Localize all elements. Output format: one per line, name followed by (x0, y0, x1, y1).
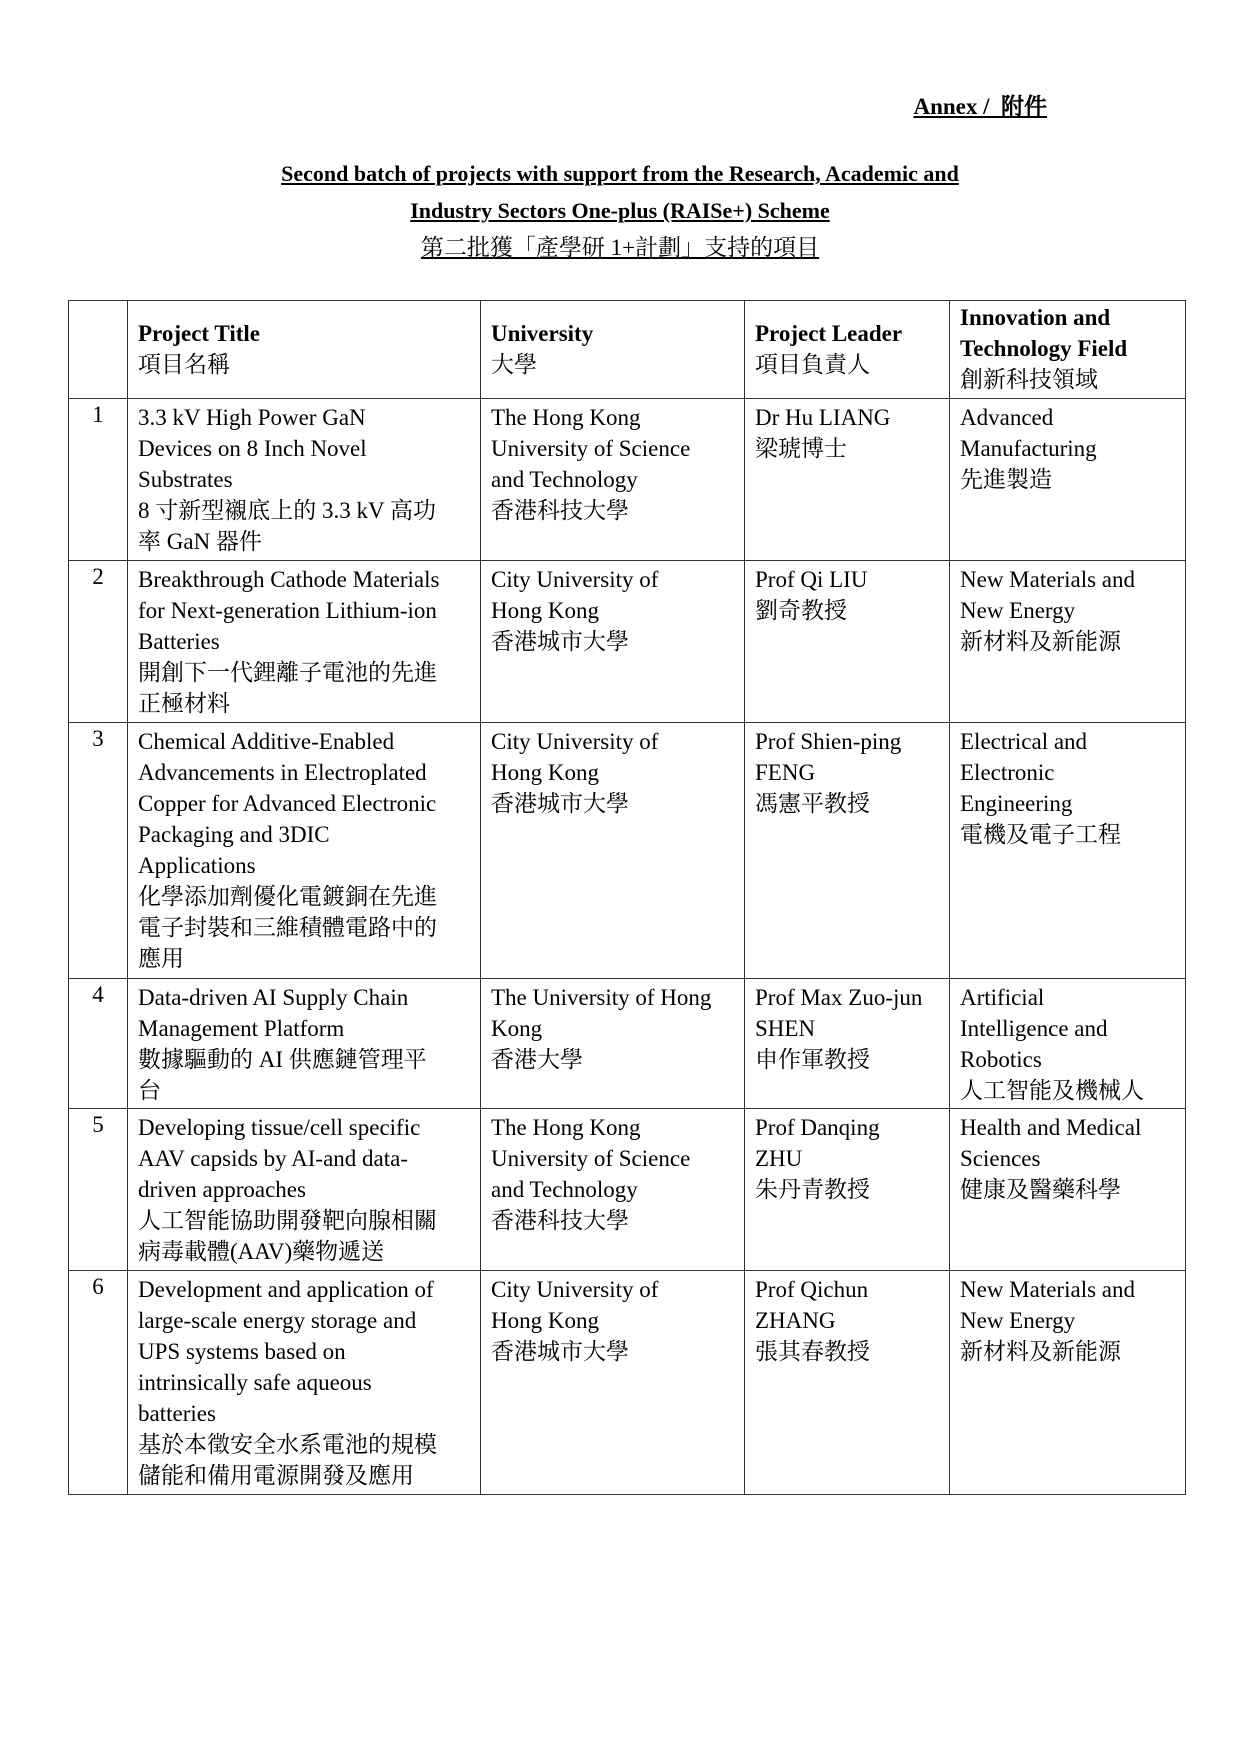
table-header-row (69, 301, 1186, 399)
cell-university (481, 1109, 745, 1271)
cell-university-line: Hong Kong (491, 760, 599, 785)
cell-project-title-line: 應用 (138, 946, 184, 971)
cell-innovation-field-line: New Materials and (960, 567, 1135, 592)
header-university: University 大學 (481, 301, 745, 399)
cell-project-leader (745, 1109, 950, 1271)
cell-project-title (128, 1109, 481, 1271)
cell-project-title (128, 1271, 481, 1495)
cell-project-title-line: Development and application of (138, 1277, 434, 1302)
cell-project-title-line: driven approaches (138, 1177, 306, 1202)
cell-project-title-line: Advancements in Electroplated (138, 760, 427, 785)
cell-innovation-field (950, 1271, 1186, 1495)
cell-project-leader (745, 561, 950, 723)
cell-university-line: Kong (491, 1016, 543, 1041)
cell-project-leader-line: Prof Max Zuo-jun (755, 985, 923, 1010)
cell-innovation-field-line: New Materials and (960, 1277, 1135, 1302)
cell-project-title-line: Applications (138, 853, 256, 878)
table-row (69, 399, 1186, 561)
cell-project-leader-line: Dr Hu LIANG (755, 405, 891, 430)
cell-project-title (128, 399, 481, 561)
row-number: 6 (69, 1271, 128, 1495)
cell-project-leader-line: SHEN (755, 1016, 816, 1041)
cell-university-line: City University of (491, 1277, 659, 1302)
title-line-3-chinese: 第二批獲「產學研 1+計劃」支持的項目 (420, 235, 820, 260)
header-project-title: Project Title 項目名稱 (128, 301, 481, 399)
cell-innovation-field (950, 979, 1186, 1109)
cell-innovation-field-line: New Energy (960, 598, 1076, 623)
cell-project-leader (745, 723, 950, 979)
cell-project-title-line: 電子封裝和三維積體電路中的 (138, 915, 437, 940)
cell-innovation-field-line: 電機及電子工程 (960, 822, 1121, 847)
cell-project-leader-line: Prof Danqing (755, 1115, 880, 1140)
cell-project-title-line: Developing tissue/cell specific (138, 1115, 421, 1140)
cell-project-title-line: 3.3 kV High Power GaN (138, 405, 366, 430)
cell-project-leader-line: 申作軍教授 (755, 1047, 870, 1072)
cell-innovation-field-line: 人工智能及機械人 (960, 1078, 1144, 1103)
cell-innovation-field-line: Sciences (960, 1146, 1041, 1171)
cell-project-title-line: AAV capsids by AI-and data- (138, 1146, 408, 1171)
table-row (69, 1109, 1186, 1271)
cell-project-title-line: 人工智能協助開發靶向腺相關 (138, 1208, 437, 1233)
header-project-leader: Project Leader 項目負責人 (745, 301, 950, 399)
cell-university-line: 香港城市大學 (491, 629, 629, 654)
cell-project-title-line: 病毒載體(AAV)藥物遞送 (138, 1239, 385, 1264)
cell-project-title-line: large-scale energy storage and (138, 1308, 417, 1333)
cell-project-leader-line: ZHU (755, 1146, 803, 1171)
row-number: 2 (69, 561, 128, 723)
projects-table (68, 300, 1186, 1495)
cell-project-title-line: Copper for Advanced Electronic (138, 791, 437, 816)
table-row (69, 561, 1186, 723)
cell-university-line: Hong Kong (491, 1308, 599, 1333)
cell-innovation-field (950, 1109, 1186, 1271)
cell-project-title-line: 正極材料 (138, 691, 230, 716)
header-number (69, 301, 128, 399)
cell-project-title-line: UPS systems based on (138, 1339, 346, 1364)
cell-innovation-field-line: Health and Medical (960, 1115, 1142, 1140)
cell-project-title-line: Devices on 8 Inch Novel (138, 436, 367, 461)
cell-university-line: University of Science (491, 1146, 691, 1171)
cell-project-leader-line: Prof Qi LIU (755, 567, 868, 592)
cell-university (481, 979, 745, 1109)
cell-project-title-line: Packaging and 3DIC (138, 822, 330, 847)
cell-university-line: The Hong Kong (491, 1115, 641, 1140)
row-number: 5 (69, 1109, 128, 1271)
cell-innovation-field-line: Robotics (960, 1047, 1042, 1072)
cell-project-leader-line: 梁琥博士 (755, 436, 847, 461)
cell-project-title (128, 561, 481, 723)
cell-project-leader (745, 399, 950, 561)
cell-university-line: 香港城市大學 (491, 1339, 629, 1364)
cell-project-title-line: Chemical Additive-Enabled (138, 729, 395, 754)
cell-project-leader-line: Prof Shien-ping (755, 729, 902, 754)
cell-innovation-field-line: Artificial (960, 985, 1045, 1010)
cell-project-title-line: 8 寸新型襯底上的 3.3 kV 高功 (138, 498, 436, 523)
cell-project-title-line: 化學添加劑優化電鍍銅在先進 (138, 884, 437, 909)
cell-university-line: 香港科技大學 (491, 498, 629, 523)
table-row (69, 1271, 1186, 1495)
cell-university-line: City University of (491, 729, 659, 754)
cell-project-leader (745, 1271, 950, 1495)
cell-project-title-line: Breakthrough Cathode Materials (138, 567, 440, 592)
cell-project-leader-line: 張其春教授 (755, 1339, 870, 1364)
cell-project-title-line: batteries (138, 1401, 216, 1426)
cell-innovation-field (950, 561, 1186, 723)
title-line-2: Industry Sectors One-plus (RAISe+) Scheme (410, 198, 830, 223)
cell-university (481, 561, 745, 723)
cell-project-leader-line: FENG (755, 760, 816, 785)
cell-project-title-line: intrinsically safe aqueous (138, 1370, 372, 1395)
document-title (120, 155, 1120, 266)
cell-project-leader (745, 979, 950, 1109)
cell-university-line: and Technology (491, 467, 638, 492)
row-number: 4 (69, 979, 128, 1109)
table-row (69, 979, 1186, 1109)
cell-innovation-field-line: Electrical and (960, 729, 1088, 754)
cell-project-title-line: Management Platform (138, 1016, 345, 1041)
cell-university-line: 香港大學 (491, 1047, 583, 1072)
cell-university (481, 399, 745, 561)
cell-project-title-line: 開創下一代鋰離子電池的先進 (138, 660, 437, 685)
cell-innovation-field-line: Advanced (960, 405, 1054, 430)
cell-innovation-field-line: Intelligence and (960, 1016, 1108, 1041)
header-innovation-field: Innovation and Technology Field 創新科技領域 (950, 301, 1186, 399)
cell-project-leader-line: 劉奇教授 (755, 598, 847, 623)
cell-university (481, 723, 745, 979)
cell-innovation-field-line: Electronic (960, 760, 1055, 785)
cell-university (481, 1271, 745, 1495)
cell-project-title-line: 率 GaN 器件 (138, 529, 262, 554)
cell-project-title-line: Substrates (138, 467, 233, 492)
table-row (69, 723, 1186, 979)
cell-project-title-line: 台 (138, 1078, 161, 1103)
cell-innovation-field (950, 399, 1186, 561)
cell-project-title-line: 儲能和備用電源開發及應用 (138, 1463, 414, 1488)
cell-project-title (128, 723, 481, 979)
cell-project-title-line: 基於本徵安全水系電池的規模 (138, 1432, 437, 1457)
cell-university-line: The Hong Kong (491, 405, 641, 430)
cell-innovation-field-line: 新材料及新能源 (960, 1339, 1121, 1364)
cell-university-line: University of Science (491, 436, 691, 461)
cell-university-line: Hong Kong (491, 598, 599, 623)
cell-project-leader-line: 朱丹青教授 (755, 1177, 870, 1202)
cell-university-line: The University of Hong (491, 985, 712, 1010)
cell-project-title-line: 數據驅動的 AI 供應鏈管理平 (138, 1047, 427, 1072)
cell-innovation-field-line: Manufacturing (960, 436, 1097, 461)
cell-project-leader-line: ZHANG (755, 1308, 836, 1333)
title-line-1: Second batch of projects with support from the Research, Academic and (281, 161, 959, 186)
cell-project-leader-line: Prof Qichun (755, 1277, 869, 1302)
cell-university-line: 香港城市大學 (491, 791, 629, 816)
cell-innovation-field-line: 先進製造 (960, 467, 1052, 492)
cell-project-title-line: for Next-generation Lithium-ion (138, 598, 437, 623)
cell-innovation-field-line: Engineering (960, 791, 1073, 816)
cell-innovation-field (950, 723, 1186, 979)
row-number: 1 (69, 399, 128, 561)
annex-label: Annex / 附件 (913, 94, 1047, 119)
cell-innovation-field-line: New Energy (960, 1308, 1076, 1333)
cell-university-line: and Technology (491, 1177, 638, 1202)
cell-university-line: City University of (491, 567, 659, 592)
cell-project-title (128, 979, 481, 1109)
row-number: 3 (69, 723, 128, 979)
cell-project-title-line: Data-driven AI Supply Chain (138, 985, 409, 1010)
cell-innovation-field-line: 新材料及新能源 (960, 629, 1121, 654)
cell-university-line: 香港科技大學 (491, 1208, 629, 1233)
cell-innovation-field-line: 健康及醫藥科學 (960, 1177, 1121, 1202)
cell-project-title-line: Batteries (138, 629, 220, 654)
cell-project-leader-line: 馮憲平教授 (755, 791, 870, 816)
